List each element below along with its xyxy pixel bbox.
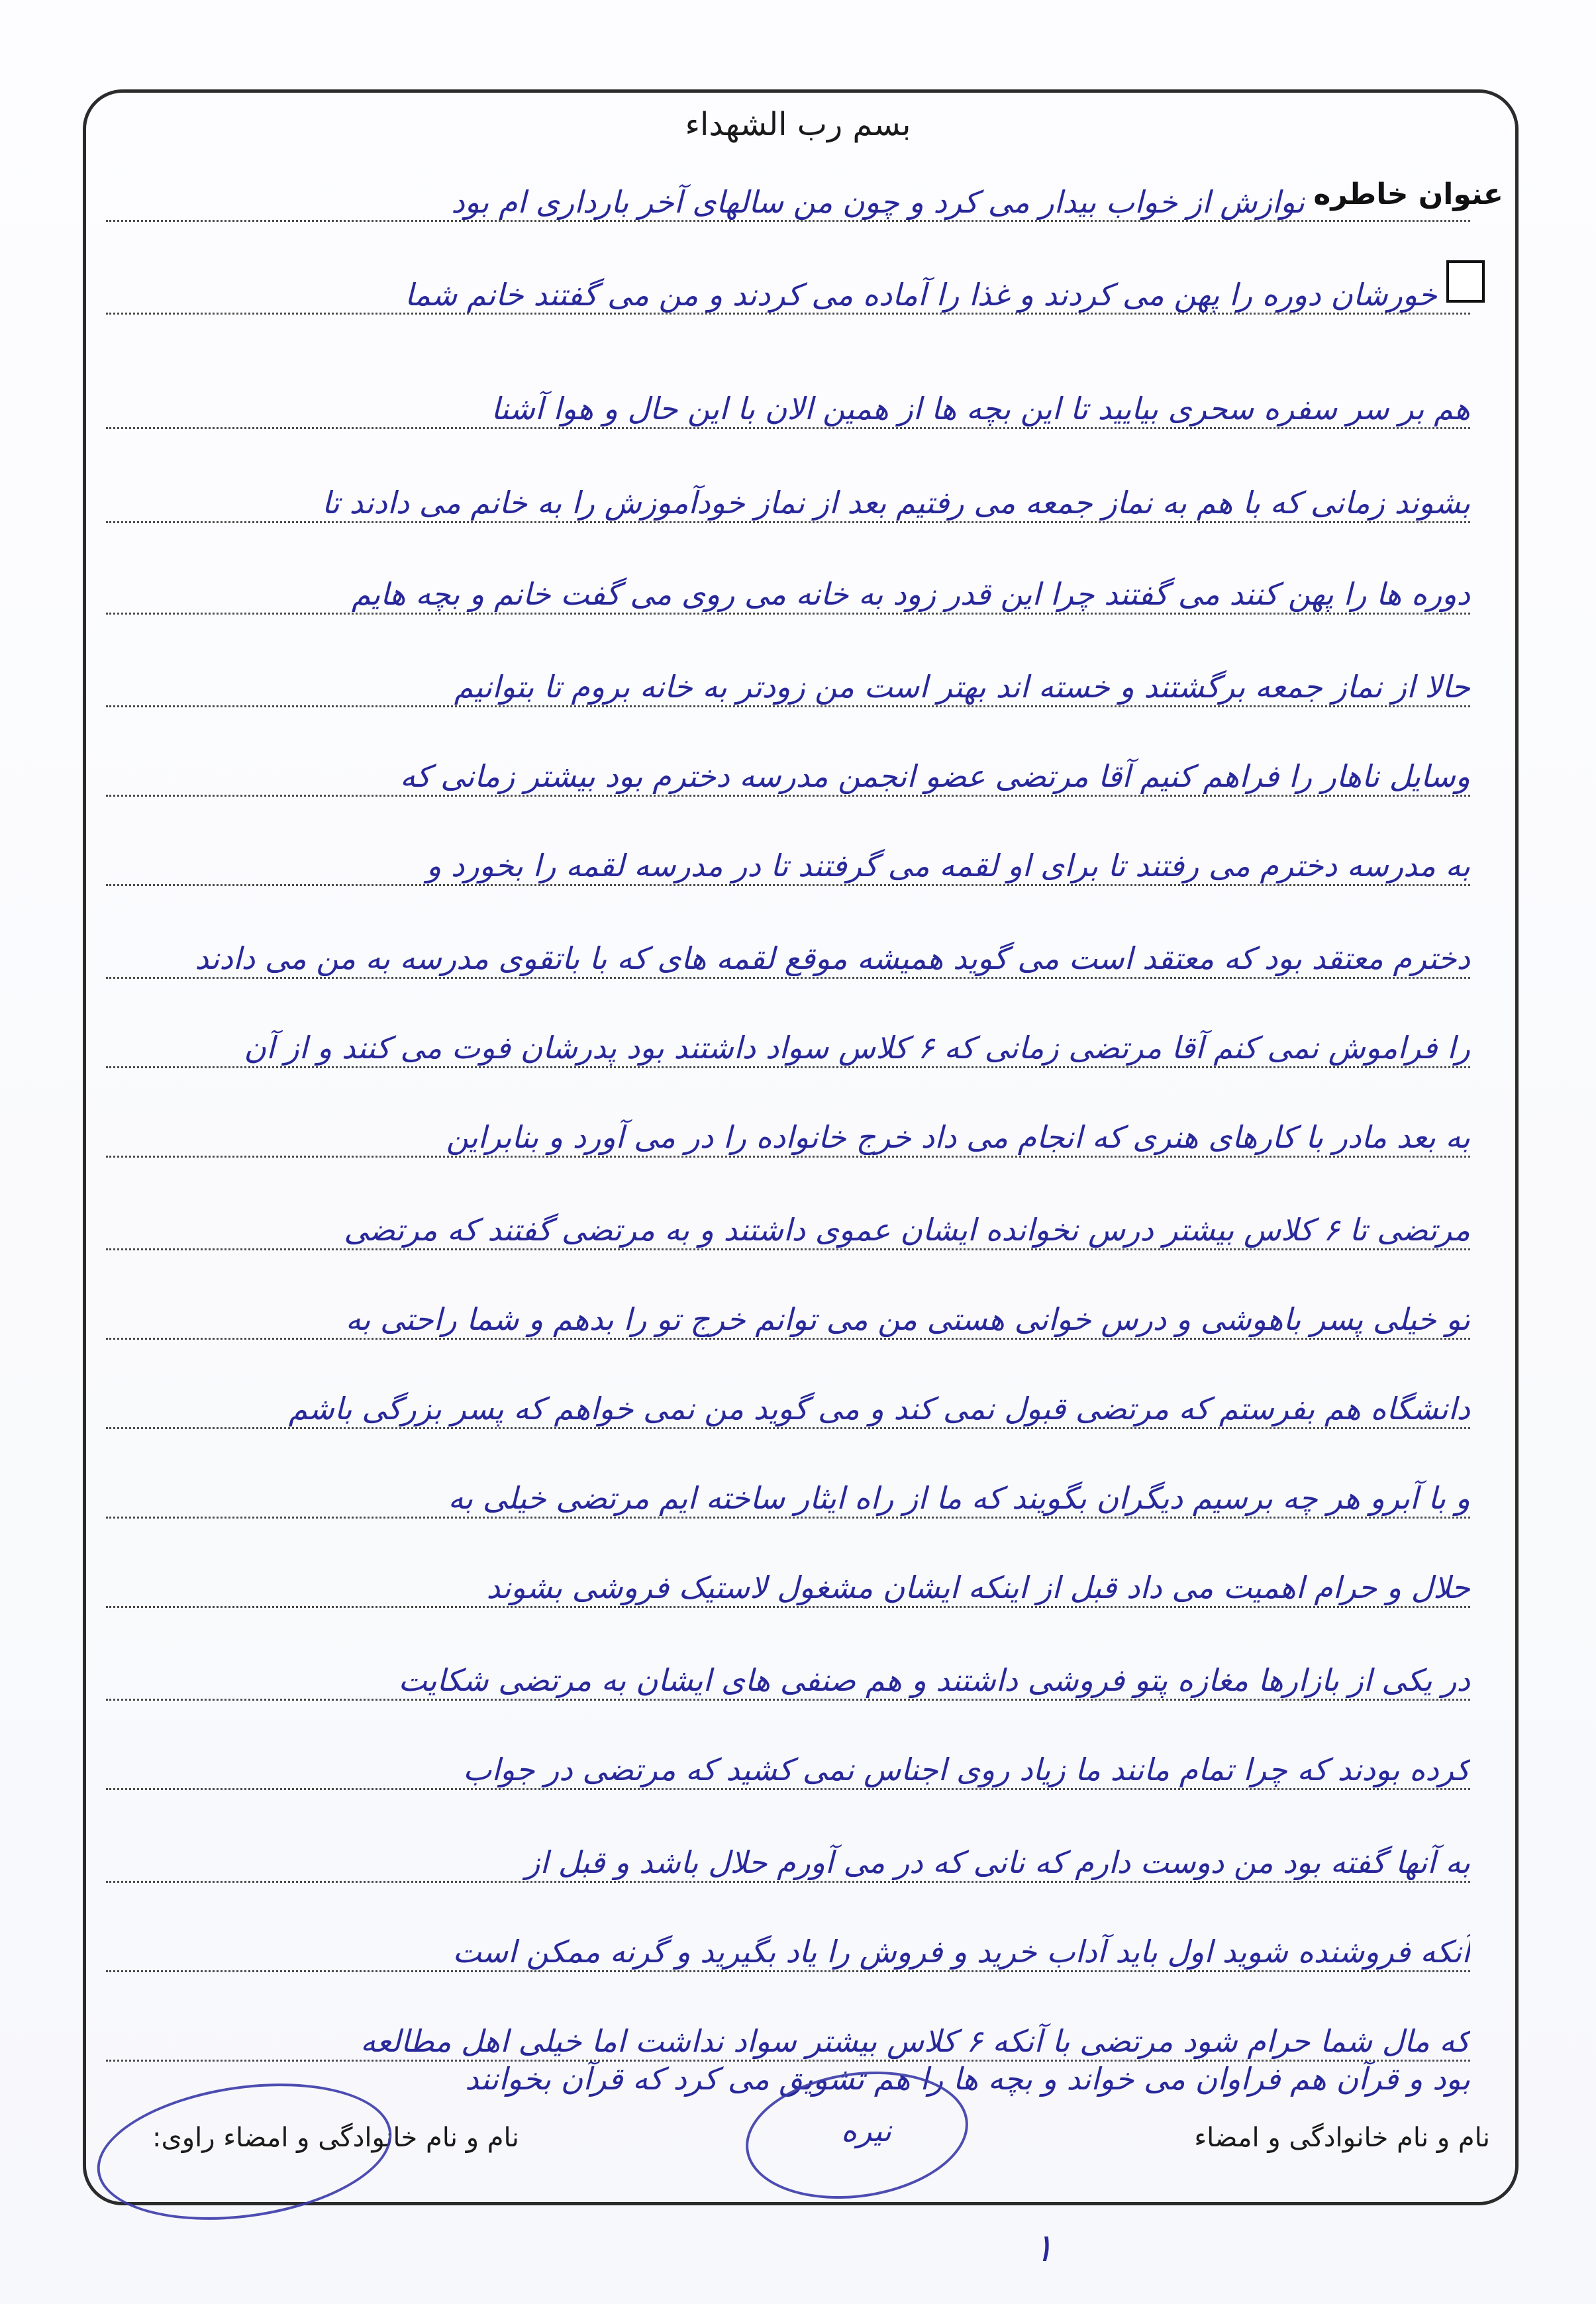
ruled-line <box>106 1788 1470 1790</box>
ruled-line <box>106 1970 1470 1972</box>
ruled-line <box>106 795 1470 797</box>
ruled-line <box>106 1338 1470 1340</box>
ruled-line <box>106 1248 1470 1250</box>
ruled-line <box>106 1699 1470 1701</box>
ruled-line <box>106 313 1470 315</box>
handwritten-line: مرتضی تا ۶ کلاس بیشتر درس نخوانده ایشان عموی داشتند و به مرتضی گفتند که مرتضی <box>344 1212 1470 1248</box>
handwritten-line: در یکی از بازارها مغازه پتو فروشی داشتند و هم صنفی های ایشان به مرتضی شکایت <box>398 1662 1470 1698</box>
page-number: ۱ <box>1033 2225 1054 2270</box>
handwritten-line: نوازش از خواب بیدار می کرد و چون من سالهای آخر بارداری ام بود <box>451 184 1305 220</box>
handwritten-line: به بعد مادر با کارهای هنری که انجام می داد خرج خانواده را در می آورد و بنابراین <box>446 1119 1470 1155</box>
writer-signature-name: نیره <box>841 2113 892 2148</box>
checkbox[interactable] <box>1446 260 1485 303</box>
handwritten-line: آنکه فروشنده شوید اول باید آداب خرید و فروش را یاد بگیرید و گرنه ممکن است <box>452 1934 1470 1970</box>
handwritten-line: به مدرسه دخترم می رفتند تا برای او لقمه می گرفتند تا در مدرسه لقمه را بخورد و <box>426 848 1470 883</box>
ruled-line <box>106 220 1470 222</box>
handwritten-line: وسایل ناهار را فراهم کنیم آقا مرتضی عضو انجمن مدرسه دخترم بود بیشتر زمانی که <box>399 758 1470 794</box>
handwritten-line: که مال شما حرام شود مرتضی با آنکه ۶ کلاس بیشتر سواد نداشت اما خیلی اهل مطالعه <box>360 2023 1470 2059</box>
handwritten-line: به آنها گفته بود من دوست دارم که نانی که در می آورم حلال باشد و قبل از <box>525 1844 1470 1880</box>
ruled-line <box>106 1606 1470 1608</box>
handwritten-line: دوره ها را پهن کنند می گفتند چرا این قدر زود به خانه می روی می گفت خانم و بچه هایم <box>351 576 1470 612</box>
page-header: بسم رب الشهداء <box>685 106 911 143</box>
handwritten-line: را فراموش نمی کنم آقا مرتضی زمانی که ۶ کلاس سواد داشتند بود پدرشان فوت می کنند و از آن <box>244 1030 1470 1066</box>
ruled-line <box>106 1517 1470 1519</box>
ruled-line <box>106 1156 1470 1158</box>
handwritten-line: حالا از نماز جمعه برگشتند و خسته اند بهتر است من زودتر به خانه بروم تا بتوانیم <box>454 669 1470 705</box>
handwritten-line: هم بر سر سفره سحری بیایید تا این بچه ها از همین الان با این حال و هوا آشنا <box>491 391 1470 426</box>
ruled-line <box>106 427 1470 429</box>
handwritten-line: دخترم معتقد بود که معتقد است می گوید همیشه موقع لقمه های که با باتقوی مدرسه به من می دادند <box>195 940 1470 976</box>
handwritten-line: تو خیلی پسر باهوشی و درس خوانی هستی من می توانم خرج تو را بدهم و شما راحتی به <box>345 1301 1470 1337</box>
handwritten-line: کرده بودند که چرا تمام مانند ما زیاد روی اجناس نمی کشید که مرتضی در جواب <box>463 1752 1470 1787</box>
ruled-line <box>106 884 1470 886</box>
ruled-line <box>106 1881 1470 1883</box>
handwritten-line: بود و قرآن هم فراوان می خواند و بچه ها را هم تشویق می کرد که قرآن بخوانند <box>465 2061 1470 2097</box>
handwritten-line: دانشگاه هم بفرستم که مرتضی قبول نمی کند و می گوید من نمی خواهم که پسر بزرگی باشم <box>288 1391 1470 1427</box>
memory-title-label: عنوان خاطره <box>1313 177 1503 211</box>
handwritten-line: بشوند زمانی که با هم به نماز جمعه می رفتیم بعد از نماز خودآموزش را به خانم می دادند تا <box>322 485 1470 521</box>
handwritten-line: و با آبرو هر چه برسیم دیگران بگویند که ما از راه ایثار ساخته ایم مرتضی خیلی به <box>448 1480 1470 1516</box>
ruled-line <box>106 613 1470 615</box>
ruled-line <box>106 977 1470 979</box>
handwritten-line: حلال و حرام اهمیت می داد قبل از اینکه ایشان مشغول لاستیک فروشی بشوند <box>486 1570 1470 1605</box>
ruled-line <box>106 705 1470 707</box>
ruled-line <box>106 1427 1470 1429</box>
writer-signature-label: نام و نام خانوادگی و امضاء <box>1194 2123 1490 2153</box>
handwritten-line: خورشان دوره را پهن می کردند و غذا را آماده می کردند و من می گفتند خانم شما <box>405 277 1437 313</box>
narrator-signature-label: نام و نام خانوادگی و امضاء راوی: <box>152 2123 519 2153</box>
ruled-line <box>106 1066 1470 1068</box>
ruled-line <box>106 521 1470 523</box>
